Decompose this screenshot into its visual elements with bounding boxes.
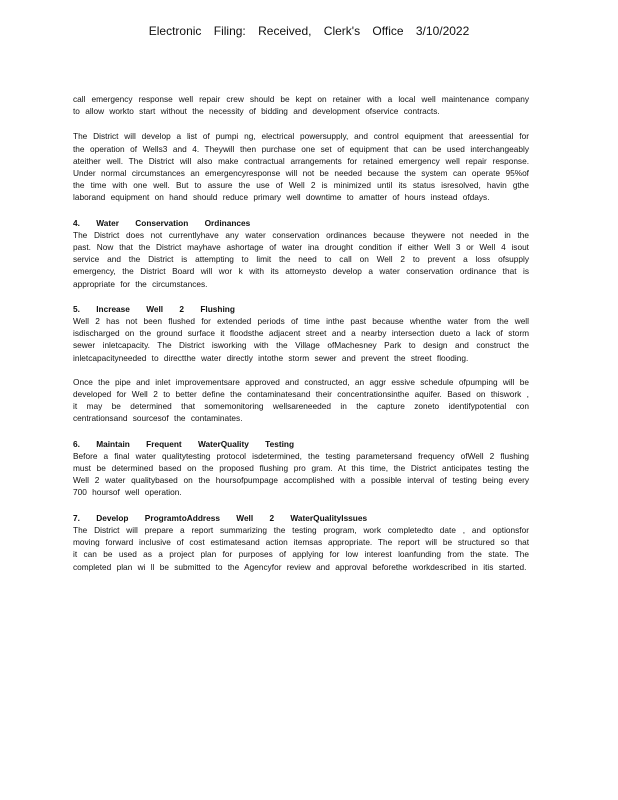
section-paragraph: Once the pipe and inlet improvementsare approved and constructed, an aggr essive schedule ofpumping will be developed for Well 2 to better define the contaminatesand their concentrationsinthe aquifer. Based on thiswork , it may be determined that somemonitoring wellsareneeded in the capture zoneto identifypotential con centrationsand sourcesof the contaminates.: [73, 376, 529, 424]
section-well-flushing: [73, 303, 529, 425]
section-heading: 5. Increase Well 2 Flushing: [73, 303, 235, 314]
section-water-quality-program: [73, 512, 529, 573]
section-heading: 7. Develop ProgramtoAddress Well 2 WaterQualityIssues: [73, 512, 368, 523]
document-body: [73, 93, 529, 586]
section-paragraph: The District does not currentlyhave any water conservation ordinances because theywere not needed in the past. Now that the District mayhave ashortage of water ina drought condition if either Well 3 or Well 4 isout service and the District is attempting to limit the need to call on Well 2 to prevent a loss ofsupply emergency, the District Board will wor k with its attorneysto develop a water conservation ordinance that is appropriate for the circumstances.: [73, 229, 529, 289]
section-paragraph: Before a final water qualitytesting protocol isdetermined, the testing parametersand frequency ofWell 2 flushing must be determined based on the proposed flushing pro gram. At this time, the District anticipates testing the Well 2 water qualitybased on the hoursofpumpage accomplished with a possible interval of testing being every 700 hoursof well operation.: [73, 450, 529, 498]
paragraph-intro-2: The District will develop a list of pumpi ng, electrical powersupply, and control equipment that areessential for the operation of Wells3 and 4. Theywill then purchase one set of equipment that can be used interchangeably ateither well. The District will also make contractual arrangements for retained emergency well repair response. Under normal circumstances an emergencyresponse will not be needed because the system can operate 95%of the time with one well. But to assure the use of Well 2 is minimized until its status isresolved, havin gthe laborand equipment on hand should reduce primary well downtime to amatter of hours instead ofdays.: [73, 131, 529, 203]
section-heading: 4. Water Conservation Ordinances: [73, 217, 251, 228]
section-water-conservation: [73, 217, 529, 290]
section-heading: 6. Maintain Frequent WaterQuality Testing: [73, 438, 295, 449]
paragraph-intro-1: call emergency response well repair crew should be kept on retainer with a local well maintenance company to allow workto start without the necessity of bidding and development ofservice contracts.: [73, 94, 529, 117]
section-paragraph: Well 2 has not been flushed for extended periods of time inthe past because whenthe water from the well isdischarged on the ground surface it floodsthe adjacent street and a nearby intersection dueto a lack of storm sewer inletcapacity. The District isworking with the Village ofMachesney Park to design and construct the inletcapacityneeded to directthe water directly intothe storm sewer and prevent the street flooding.: [73, 316, 529, 363]
filing-stamp-header: Electronic Filing: Received, Clerk's Office 3/10/2022: [148, 24, 470, 38]
section-paragraph: The District will prepare a report summarizing the testing program, work completedto date , and optionsfor moving forward inclusive of cost estimatesand action itemsas appropriate. The report will be structured so that it can be used as a project plan for purposes of applying for low interest loanfunding from the state. The completed plan wi ll be submitted to the Agencyfor review and approval beforethe workdescribed in itis started.: [73, 524, 529, 572]
section-water-quality-testing: [73, 438, 529, 499]
